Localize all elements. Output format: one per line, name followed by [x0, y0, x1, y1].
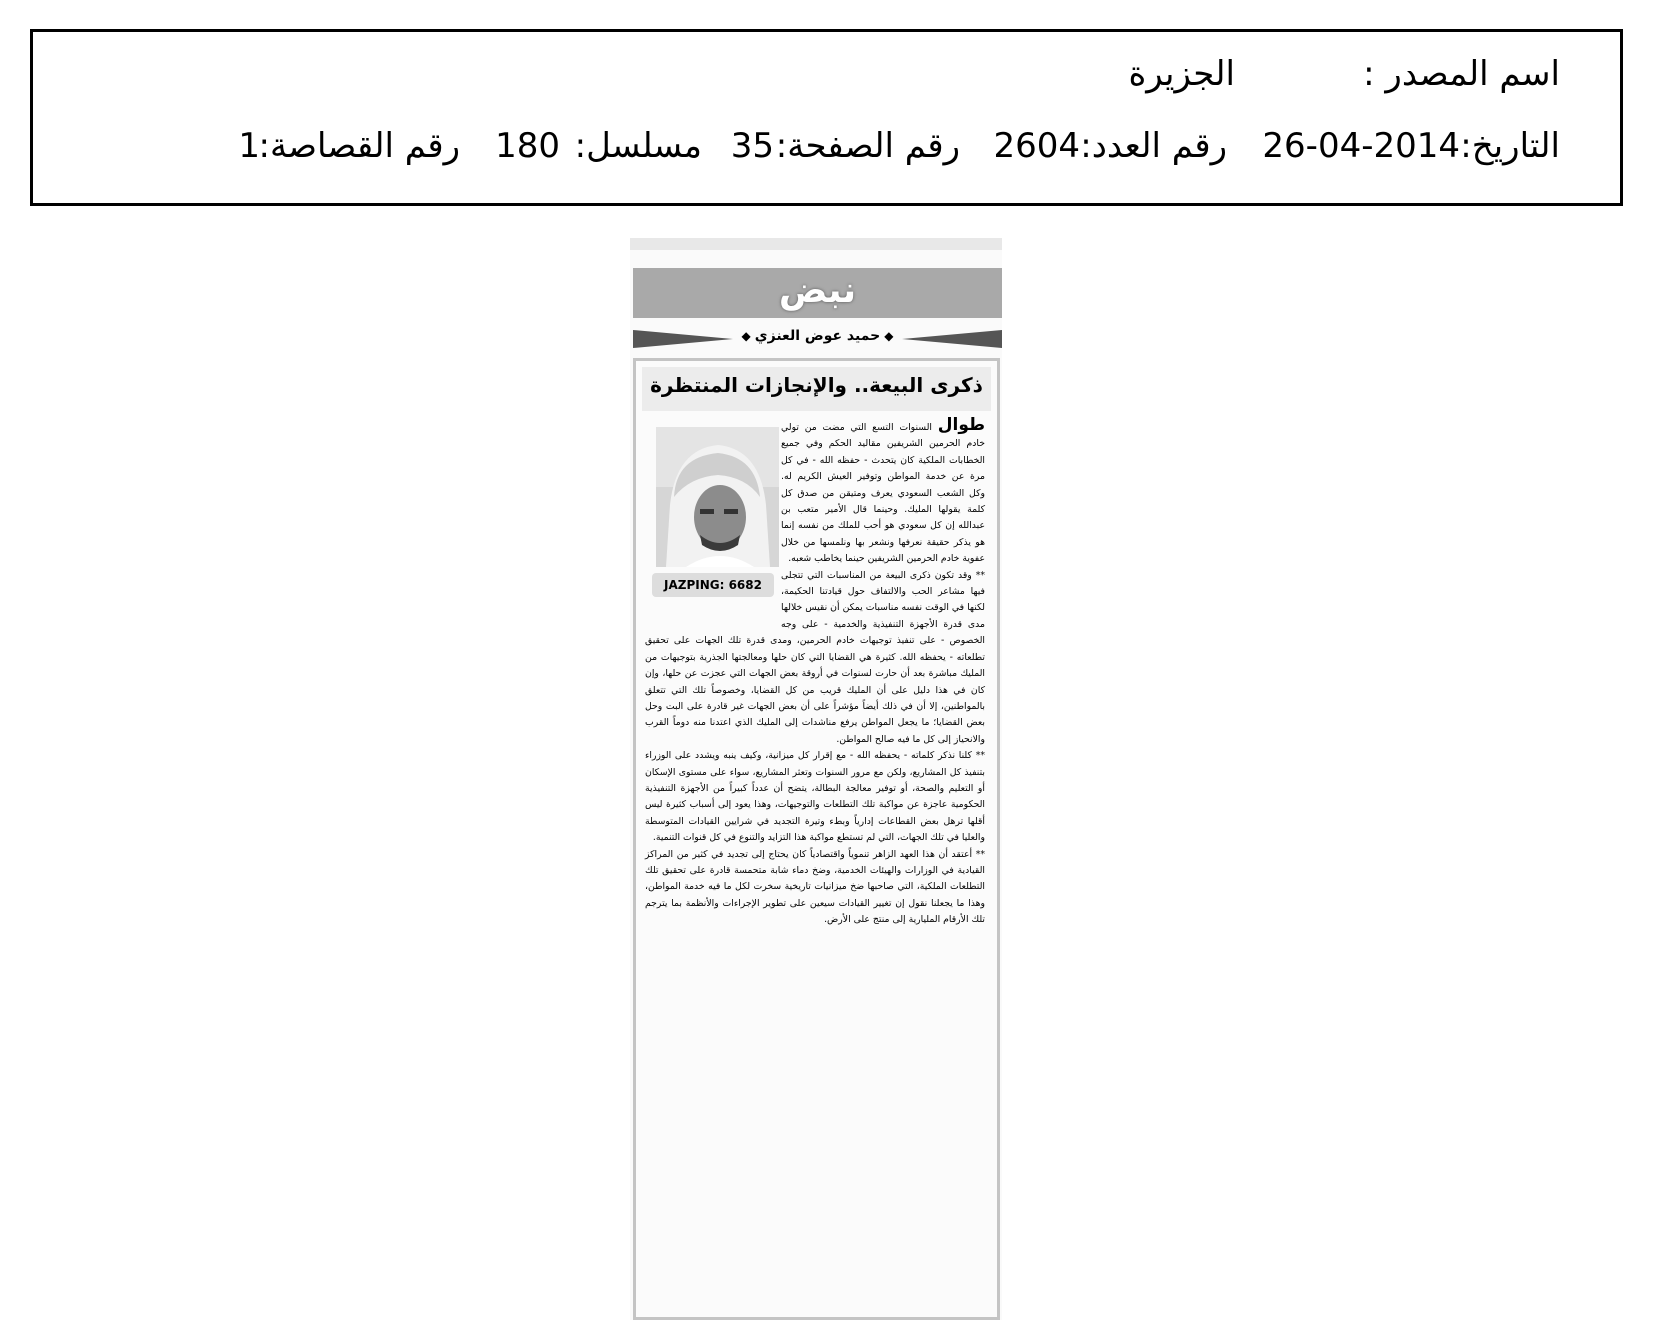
headline-band [642, 367, 991, 411]
source-value: الجزيرة [1128, 54, 1235, 94]
author-name-wrap [633, 328, 1002, 344]
serial-value: 180 [495, 126, 560, 166]
diamond-icon: ◆ [884, 329, 894, 343]
issue-label: رقم العدد: [1080, 126, 1227, 166]
paragraph-1-text: السنوات التسع التي مضت من تولي خادم الحرمين الشريفين مقاليد الحكم وفي جميع الخطابات الملكية كان يتحدث - حفظه الله - في كل مرة عن خدمة المواطن وتوفير العيش الكريم له. وكل الشعب السعودي يعرف ومتيقن من صدق كل كلمة يقولها المليك. وحينما قال الأمير متعب بن عبدالله إن كل سعودي هو أحب للملك من نفسه إنما هو يذكر حقيقة نعرفها ونشعر بها ونلمسها من خلال عفوية خادم الحرمين الشريفين حينما يخاطب شعبه. [781, 422, 985, 565]
page-label: رقم الصفحة: [775, 126, 960, 166]
clip-label: رقم القصاصة: [258, 126, 460, 166]
jazping-tag: JAZPING: 6682 [652, 573, 774, 597]
paragraph-4: ** أعتقد أن هذا العهد الزاهر تنموياً واقتصادياً كان يحتاج إلى تجديد في كثير من المراكز القيادية في الوزارات والهيئات الخدمية، وضخ دماء شابة متحمسة قادرة على تحقيق تلك التطلعات الملكية، التي صاحبها ضخ ميزانيات تاريخية سخرت لكل ما فيه خدمة المواطن، وهذا ما يجعلنا نقول إن تغيير القيادات سيعين على تطوير الإجراءات والأنظمة بما يترجم تلك الأرقام المليارية إلى منتج على الأرض. [645, 848, 985, 926]
author-name: حميد عوض العنزي [754, 328, 881, 344]
date-label: التاريخ: [1460, 126, 1560, 166]
page-value: 35 [730, 126, 774, 166]
source-label: اسم المصدر : [1363, 54, 1560, 94]
issue-value: 2604 [993, 126, 1080, 166]
paragraph-2: ** وقد تكون ذكرى البيعة من المناسبات التي تتجلى فيها مشاعر الحب والالتفاف حول قيادتنا الحكيمة، لكنها في الوقت نفسه مناسبات يمكن أن نقيس خلالها مدى قدرة الأجهزة التنفيذية والخدمية - على وجه الخصوص - على تنفيذ توجيهات خادم الحرمين، ومدى قدرة تلك الجهات على تحقيق تطلعاته - يحفظه الله. كثيرة هي القضايا التي كان حلها ومعالجتها الجذرية بتوجيهات من المليك مباشرة بعد أن حارت لسنوات في أروقة بعض الجهات التي عجزت عن حلها، وإن كان في هذا دليل على أن المليك قريب من كل القضايا، وخصوصاً تلك التي تتعلق بالمواطنين، إلا أن في ذلك أيضاً مؤشراً على أن بعض الجهات غير قادرة على البت وحل بعض القضايا؛ ما يجعل المواطن يرفع مناشدات إلى المليك الذي اعتدنا منه دوماً القرب والانحياز إلى كل ما فيه صالح المواطن. [645, 569, 985, 745]
column-header [633, 268, 1002, 318]
clip-top-rule [630, 238, 1002, 250]
column-name: نبض [778, 270, 857, 311]
newspaper-clipping [630, 238, 1002, 1320]
clipping-metadata-box [30, 29, 1623, 206]
diamond-icon: ◆ [741, 329, 751, 343]
paragraph-3: ** كلنا نذكر كلماته - يحفظه الله - مع إقرار كل ميزانية، وكيف ينبه ويشدد على الوزراء بتنفيذ كل المشاريع، ولكن مع مرور السنوات وتعثر المشاريع، سواء على مستوى الإسكان أو التعليم والصحة، أو توفير معالجة البطالة، يتضح أن عدداً كبيراً من الأجهزة التنفيذية الحكومية عاجزة عن مواكبة تلك التطلعات والتوجيهات، وهذا يعود إلى أسباب كثيرة ليس أقلها ترهل بعض القطاعات إدارياً وبطء وتيرة التجديد في شرايين القيادات المتوسطة والعليا في تلك الجهات، التي لم تستطع مواكبة هذا التزايد والتنوع في كل قنوات التنمية. [645, 750, 985, 844]
article-box [633, 358, 1000, 1320]
date-value: 26-04-2014 [1262, 126, 1460, 166]
headline: ذكرى البيعة.. والإنجازات المنتظرة [650, 373, 983, 397]
article-body [645, 417, 985, 929]
lead-word: طوال [937, 415, 985, 435]
serial-label: مسلسل: [574, 126, 702, 166]
clip-value: 1 [238, 126, 260, 166]
byline [633, 330, 1002, 348]
